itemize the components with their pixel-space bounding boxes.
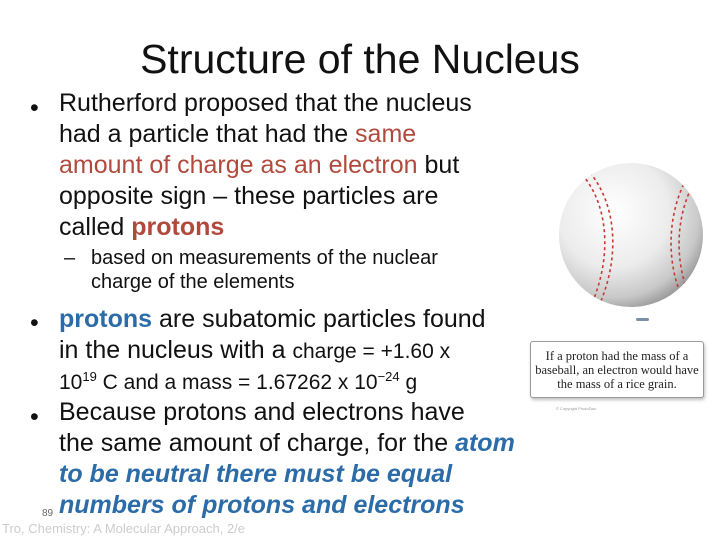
slide-title: Structure of the Nucleus bbox=[140, 36, 580, 82]
bullet-3-line-1: Because protons and electrons have bbox=[59, 398, 465, 426]
bullet-3-line-2 bbox=[59, 428, 515, 459]
exp-base: 10 bbox=[59, 371, 83, 394]
sub-bullet-marker: – bbox=[64, 247, 76, 269]
bullet-1-line-5 bbox=[59, 212, 472, 243]
bullet-1-line-3-text: but bbox=[417, 151, 460, 179]
charge-value: charge = +1.60 x bbox=[292, 340, 451, 363]
sub-bullet-text bbox=[91, 246, 438, 294]
photo-credit: © Copyright PhotoDisc bbox=[556, 406, 597, 411]
baseball-callout bbox=[530, 341, 704, 398]
bullet-3-line-4: numbers of protons and electrons bbox=[59, 491, 465, 519]
term-protons: protons bbox=[131, 213, 225, 241]
bullet-2-line-1-text: are subatomic particles found bbox=[152, 305, 486, 333]
bullet-3-line-3: to be neutral there must be equal bbox=[59, 460, 453, 488]
rice-grain-mark bbox=[636, 318, 649, 321]
slide-number: 89 bbox=[42, 508, 54, 519]
mass-unit: g bbox=[399, 371, 418, 394]
exp-neg24: −24 bbox=[377, 369, 400, 384]
bullet-1-line-5-text: called bbox=[59, 213, 132, 241]
bullet-2-text bbox=[59, 304, 486, 398]
highlight-charge: amount of charge as an electron bbox=[59, 151, 418, 179]
sub-bullet-line-2: charge of the elements bbox=[91, 271, 295, 293]
sub-bullet-line-1: based on measurements of the nuclear bbox=[91, 247, 438, 269]
bullet-1-text bbox=[59, 88, 472, 243]
bullet-1-line-2 bbox=[59, 119, 472, 150]
bullet-3-line-2-text: the same amount of charge, for the bbox=[59, 429, 456, 457]
bullet-3-marker: • bbox=[30, 403, 39, 431]
baseball-body bbox=[559, 163, 703, 307]
baseball-image bbox=[556, 160, 706, 310]
bullet-1-line-1: Rutherford proposed that the nucleus bbox=[59, 89, 472, 117]
bullet-1-line-3 bbox=[59, 150, 472, 181]
highlight-same: same bbox=[355, 120, 417, 148]
term-protons-2: protons bbox=[59, 305, 153, 333]
exp-19: 19 bbox=[82, 369, 97, 384]
bullet-2-line-1 bbox=[59, 304, 486, 335]
bullet-2-marker: • bbox=[30, 309, 39, 337]
bullet-1-line-2-text: had a particle that had the bbox=[59, 120, 356, 148]
bullet-2-line-3 bbox=[59, 367, 486, 398]
footer-citation: Tro, Chemistry: A Molecular Approach, 2/e bbox=[2, 521, 246, 536]
bullet-3-text bbox=[59, 397, 515, 521]
mass-text: C and a mass = 1.67262 x 10 bbox=[96, 371, 378, 394]
bullet-1-marker: • bbox=[30, 94, 39, 122]
callout-text: If a proton had the mass of a baseball, an electron would have the mass of a rice grain. bbox=[535, 348, 699, 391]
bullet-1-line-4: opposite sign – these particles are bbox=[59, 182, 439, 210]
bullet-2-line-2-text: in the nucleus with a bbox=[59, 336, 293, 364]
emphasis-atom: atom bbox=[455, 429, 515, 457]
bullet-2-line-2 bbox=[59, 335, 486, 367]
